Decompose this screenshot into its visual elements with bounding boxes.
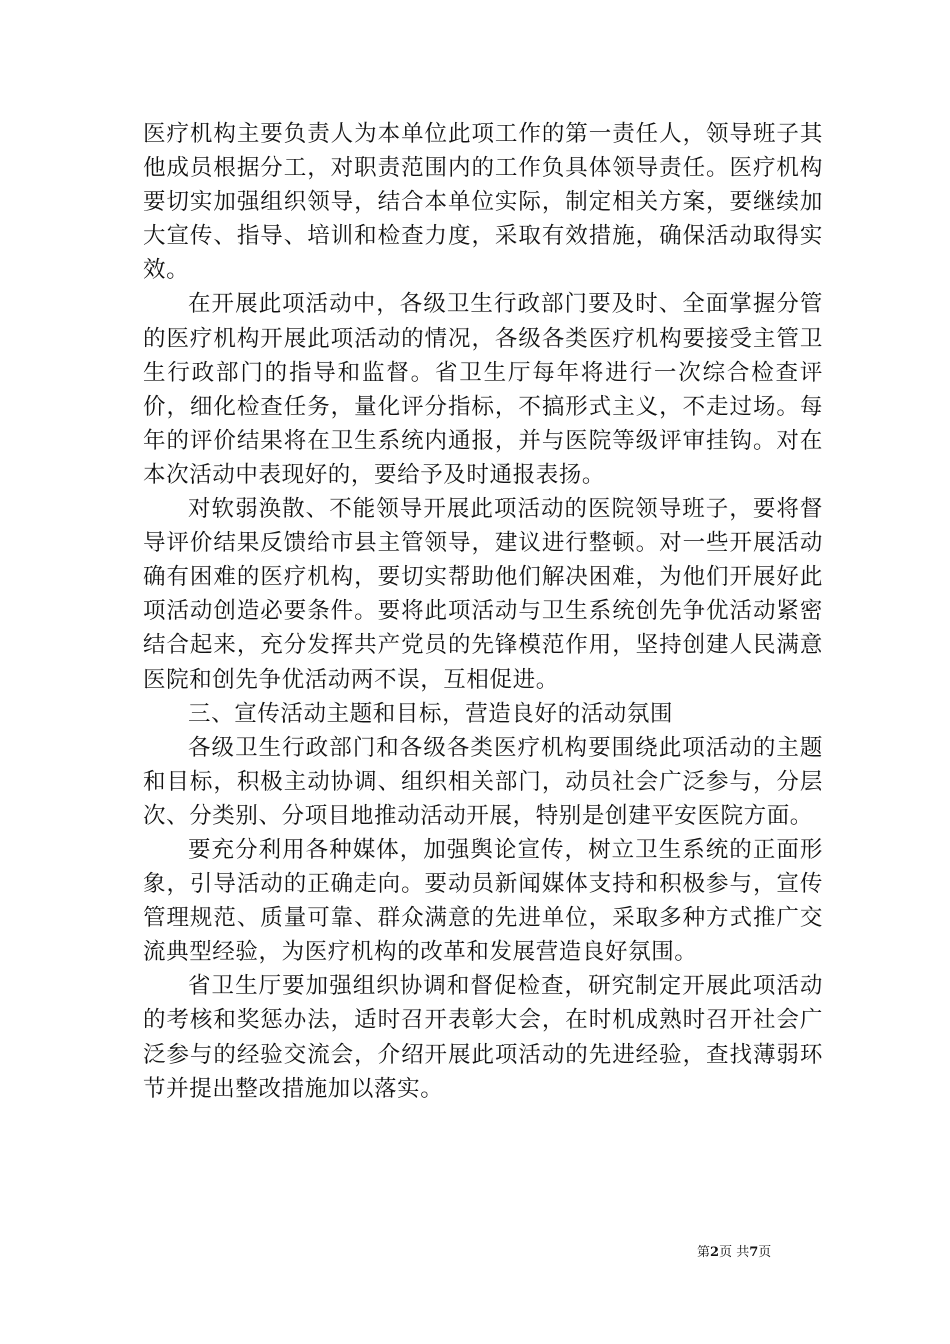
footer-prefix: 第 xyxy=(697,1245,711,1260)
paragraph-7: 省卫生厅要加强组织协调和督促检查，研究制定开展此项活动的考核和奖惩办法，适时召开表彰大会，在时机成熟时召开社会广泛参与的经验交流会，介绍开展此项活动的先进经验，查找薄弱环节并提出整改措施加以落实。 xyxy=(143,973,823,1102)
paragraph-5: 各级卫生行政部门和各级各类医疗机构要围绕此项活动的主题和目标，积极主动协调、组织相关部门，动员社会广泛参与，分层次、分类别、分项目地推动活动开展，特别是创建平安医院方面。 xyxy=(143,734,823,829)
current-page-number: 2 xyxy=(710,1245,720,1260)
total-page-number: 7 xyxy=(749,1245,759,1260)
footer-suffix: 页 xyxy=(758,1245,772,1260)
paragraph-1: 医疗机构主要负责人为本单位此项工作的第一责任人，领导班子其他成员根据分工，对职责范围内的工作负具体领导责任。医疗机构要切实加强组织领导，结合本单位实际，制定相关方案，要继续加大宣传、指导、培训和检查力度，采取有效措施，确保活动取得实效。 xyxy=(143,121,823,284)
footer-middle: 页 共 xyxy=(719,1245,750,1260)
section-heading: 三、宣传活动主题和目标，营造良好的活动氛围 xyxy=(188,700,674,727)
document-body xyxy=(143,117,823,1106)
paragraph-6: 要充分利用各种媒体，加强舆论宣传，树立卫生系统的正面形象，引导活动的正确走向。要动员新闻媒体支持和积极参与，宣传管理规范、质量可靠、群众满意的先进单位，采取多种方式推广交流典型经验，为医疗机构的改革和发展营造良好氛围。 xyxy=(143,836,823,966)
page-number-footer xyxy=(697,1245,771,1261)
paragraph-3: 对软弱涣散、不能领导开展此项活动的医院领导班子，要将督导评价结果反馈给市县主管领导，建议进行整顿。对一些开展活动确有困难的医疗机构，要切实帮助他们解决困难，为他们开展好此项活动创造必要条件。要将此项活动与卫生系统创先争优活动紧密结合起来，充分发挥共产党员的先锋模范作用，坚持创建人民满意医院和创先争优活动两不误，互相促进。 xyxy=(143,496,823,693)
paragraph-2: 在开展此项活动中，各级卫生行政部门要及时、全面掌握分管的医疗机构开展此项活动的情况，各级各类医疗机构要接受主管卫生行政部门的指导和监督。省卫生厅每年将进行一次综合检查评价，细化检查任务，量化评分指标，不搞形式主义，不走过场。每年的评价结果将在卫生系统内通报，并与医院等级评审挂钩。对在本次活动中表现好的，要给予及时通报表扬。 xyxy=(143,291,823,488)
